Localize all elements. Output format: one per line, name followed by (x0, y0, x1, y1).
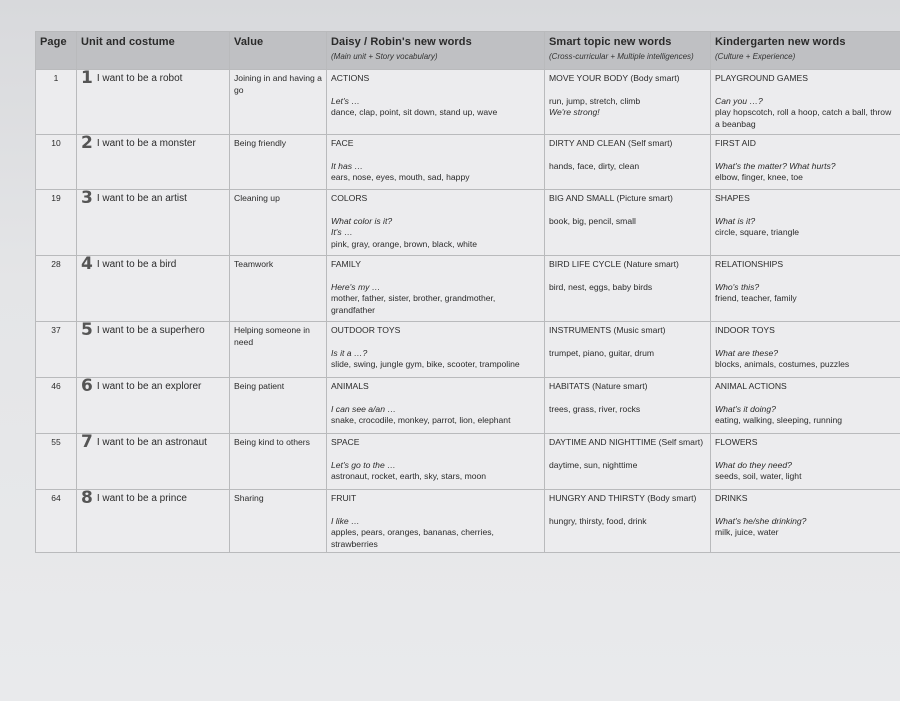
unit-number: 2 (81, 134, 93, 153)
cell-words (327, 190, 545, 256)
words-list: apples, pears, oranges, bananas, cherries, strawberries (331, 527, 494, 549)
unit-title: I want to be a monster (96, 138, 196, 149)
header-page: Page (36, 32, 77, 70)
table-row (36, 378, 900, 434)
cell-kinder (711, 190, 900, 256)
words-phrase: Here's my … (331, 281, 381, 292)
kinder-phrase: Can you …? (715, 95, 763, 106)
page-number: 19 (51, 193, 61, 203)
cell-words (327, 378, 545, 434)
kinder-heading: FIRST AID (715, 138, 756, 148)
words-heading: OUTDOOR TOYS (331, 325, 401, 335)
words-heading: FAMILY (331, 259, 361, 269)
unit-number: 8 (81, 489, 93, 508)
smart-list: trumpet, piano, guitar, drum (549, 347, 655, 358)
cell-unit (77, 135, 230, 190)
words-phrase: It has … (331, 160, 363, 171)
unit-title: I want to be an artist (96, 193, 187, 204)
cell-words (327, 256, 545, 322)
smart-list: daytime, sun, nighttime (549, 459, 638, 470)
unit-title: I want to be a bird (96, 259, 177, 270)
words-heading: COLORS (331, 193, 368, 203)
cell-kinder (711, 135, 900, 190)
words-list: astronaut, rocket, earth, sky, stars, moon (331, 471, 487, 481)
words-heading: FACE (331, 138, 354, 148)
smart-list: run, jump, stretch, climb (549, 95, 641, 106)
smart-heading: MOVE YOUR BODY (Body smart) (549, 73, 680, 83)
page-number: 37 (51, 325, 61, 335)
words-heading: FRUIT (331, 493, 357, 503)
header-kinder: Kindergarten new words (Culture + Experience) (711, 32, 900, 70)
kinder-heading: INDOOR TOYS (715, 325, 775, 335)
smart-heading: HABITATS (Nature smart) (549, 381, 648, 391)
table-row (36, 434, 900, 490)
words-phrase: I like … (331, 515, 360, 526)
header-smart: Smart topic new words (Cross-curricular + Multiple intelligences) (545, 32, 711, 70)
smart-heading: HUNGRY AND THIRSTY (Body smart) (549, 493, 697, 503)
cell-unit (77, 256, 230, 322)
words-heading: ANIMALS (331, 381, 369, 391)
words-phrase: I can see a/an … (331, 403, 396, 414)
smart-list: book, big, pencil, small (549, 215, 636, 226)
kinder-phrase: Who's this? (715, 281, 760, 292)
words-phrase: What color is it? (331, 215, 393, 226)
kinder-list: milk, juice, water (715, 527, 779, 537)
value-text: Being patient (234, 381, 285, 391)
words-phrase: Let's go to the … (331, 459, 396, 470)
words-list: snake, crocodile, monkey, parrot, lion, elephant (331, 415, 511, 425)
cell-words (327, 490, 545, 553)
cell-value (230, 378, 327, 434)
cell-words (327, 322, 545, 378)
value-text: Helping someone in need (234, 325, 310, 347)
header-value: Value (230, 32, 327, 70)
kinder-list: blocks, animals, costumes, puzzles (715, 359, 850, 369)
kinder-heading: DRINKS (715, 493, 748, 503)
smart-extra: We're strong! (549, 107, 600, 117)
cell-kinder (711, 490, 900, 553)
cell-smart (545, 70, 711, 135)
kinder-list: friend, teacher, family (715, 293, 797, 303)
words-phrase: Let's … (331, 95, 360, 106)
kinder-phrase: What's he/she drinking? (715, 515, 807, 526)
cell-smart (545, 256, 711, 322)
table-row (36, 490, 900, 553)
value-text: Sharing (234, 493, 264, 503)
cell-words (327, 70, 545, 135)
smart-list: hungry, thirsty, food, drink (549, 515, 647, 526)
cell-unit (77, 378, 230, 434)
value-text: Joining in and having a go (234, 73, 322, 95)
cell-kinder (711, 322, 900, 378)
cell-smart (545, 434, 711, 490)
cell-kinder (711, 70, 900, 135)
unit-title: I want to be an astronaut (96, 437, 207, 448)
unit-number: 3 (81, 189, 93, 208)
unit-number: 5 (81, 321, 93, 340)
kinder-phrase: What's it doing? (715, 403, 776, 414)
value-text: Teamwork (234, 259, 274, 269)
cell-unit (77, 322, 230, 378)
kinder-heading: SHAPES (715, 193, 750, 203)
smart-list: bird, nest, eggs, baby birds (549, 281, 653, 292)
header-words: Daisy / Robin's new words (Main unit + Story vocabulary) (327, 32, 545, 70)
kinder-phrase: What's the matter? What hurts? (715, 160, 836, 171)
cell-words (327, 135, 545, 190)
page-number: 46 (51, 381, 61, 391)
cell-words (327, 434, 545, 490)
cell-smart (545, 135, 711, 190)
page-number: 28 (51, 259, 61, 269)
cell-unit (77, 490, 230, 553)
cell-value (230, 434, 327, 490)
cell-smart (545, 190, 711, 256)
unit-title: I want to be an explorer (96, 381, 202, 392)
unit-number: 7 (81, 433, 93, 452)
cell-page (36, 322, 77, 378)
cell-page (36, 256, 77, 322)
cell-smart (545, 322, 711, 378)
words-list: mother, father, sister, brother, grandmother, grandfather (331, 293, 496, 315)
cell-page (36, 434, 77, 490)
cell-kinder (711, 378, 900, 434)
unit-number: 1 (81, 69, 93, 88)
table-row (36, 135, 900, 190)
kinder-list: seeds, soil, water, light (715, 471, 802, 481)
smart-list: trees, grass, river, rocks (549, 403, 641, 414)
unit-number: 6 (81, 377, 93, 396)
kinder-phrase: What is it? (715, 215, 756, 226)
cell-unit (77, 190, 230, 256)
page-number: 64 (51, 493, 61, 503)
cell-page (36, 490, 77, 553)
value-text: Being friendly (234, 138, 287, 148)
smart-heading: BIRD LIFE CYCLE (Nature smart) (549, 259, 679, 269)
page-number: 55 (51, 437, 61, 447)
words-heading: SPACE (331, 437, 360, 447)
smart-list: hands, face, dirty, clean (549, 160, 640, 171)
page-number: 1 (53, 73, 59, 83)
cell-page (36, 135, 77, 190)
unit-title: I want to be a robot (96, 73, 183, 84)
words-list: dance, clap, point, sit down, stand up, wave (331, 107, 498, 117)
cell-value (230, 190, 327, 256)
table-row (36, 70, 900, 135)
kinder-list: elbow, finger, knee, toe (715, 172, 803, 182)
words-list: pink, gray, orange, brown, black, white (331, 238, 478, 249)
cell-smart (545, 378, 711, 434)
scope-sequence-table (35, 31, 900, 553)
page-number: 10 (51, 138, 61, 148)
kinder-phrase: What are these? (715, 347, 779, 358)
words-phrase-2: It's … (331, 227, 353, 237)
cell-unit (77, 70, 230, 135)
table-row (36, 322, 900, 378)
cell-value (230, 490, 327, 553)
header-unit: Unit and costume (77, 32, 230, 70)
kinder-heading: RELATIONSHIPS (715, 259, 784, 269)
words-heading: ACTIONS (331, 73, 370, 83)
cell-kinder (711, 434, 900, 490)
cell-page (36, 190, 77, 256)
smart-heading: INSTRUMENTS (Music smart) (549, 325, 666, 335)
kinder-heading: ANIMAL ACTIONS (715, 381, 787, 391)
unit-title: I want to be a superhero (96, 325, 205, 336)
unit-number: 4 (81, 255, 93, 274)
cell-page (36, 70, 77, 135)
table-row (36, 190, 900, 256)
cell-value (230, 322, 327, 378)
cell-page (36, 378, 77, 434)
kinder-phrase: What do they need? (715, 459, 792, 470)
smart-heading: DAYTIME AND NIGHTTIME (Self smart) (549, 437, 704, 447)
value-text: Being kind to others (234, 437, 310, 447)
kinder-list: play hopscotch, roll a hoop, catch a ball, throw a beanbag (715, 107, 892, 129)
cell-kinder (711, 256, 900, 322)
cell-value (230, 256, 327, 322)
table-header-row (36, 32, 900, 70)
value-text: Cleaning up (234, 193, 280, 203)
words-phrase: Is it a …? (331, 347, 368, 358)
smart-heading: DIRTY AND CLEAN (Self smart) (549, 138, 673, 148)
kinder-list: eating, walking, sleeping, running (715, 415, 843, 425)
words-list: ears, nose, eyes, mouth, sad, happy (331, 172, 470, 182)
kinder-heading: FLOWERS (715, 437, 758, 447)
kinder-heading: PLAYGROUND GAMES (715, 73, 808, 83)
cell-value (230, 135, 327, 190)
table-row (36, 256, 900, 322)
unit-title: I want to be a prince (96, 493, 187, 504)
cell-smart (545, 490, 711, 553)
cell-unit (77, 434, 230, 490)
kinder-list: circle, square, triangle (715, 227, 800, 237)
smart-heading: BIG AND SMALL (Picture smart) (549, 193, 673, 203)
cell-value (230, 70, 327, 135)
words-list: slide, swing, jungle gym, bike, scooter, trampoline (331, 359, 520, 369)
